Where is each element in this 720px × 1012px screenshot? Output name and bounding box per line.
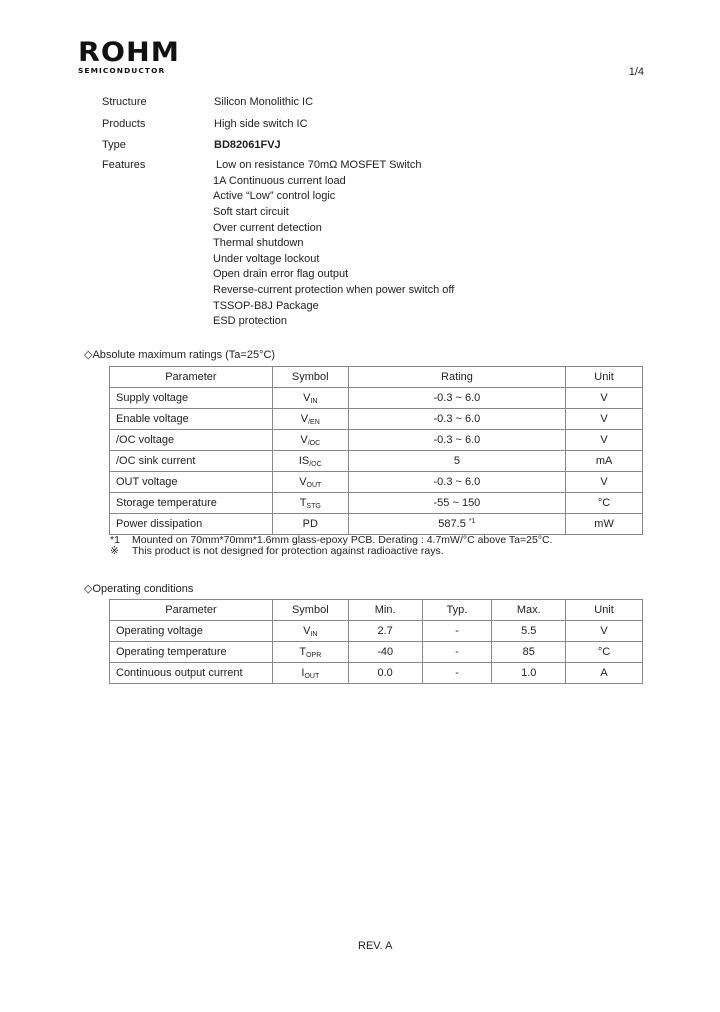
feature-item: Thermal shutdown [213,237,304,249]
header-rating: Rating [348,367,565,388]
table-row [110,514,643,535]
info-value: BD82061FVJ [214,139,281,151]
rating-cell: 5 [348,451,565,472]
feature-item: Soft start circuit [213,206,289,218]
abs-max-title: ◇Absolute maximum ratings (Ta=25°C) [84,349,276,361]
feature-item: Over current detection [213,222,322,234]
typ-cell: - [422,621,492,642]
table-row [110,642,643,663]
rating-cell: -0.3 ~ 6.0 [348,430,565,451]
table-row [110,430,643,451]
rohm-logo [78,37,182,75]
rating-cell: 587.5 $^{*1}$ [348,514,565,535]
symbol-cell: $V_{OUT}$ [272,472,348,493]
table-header-row [110,367,643,388]
op-cond-title: ◇Operating conditions [84,583,194,595]
header-symbol: Symbol [272,600,348,621]
param-cell: OUT voltage [110,472,273,493]
info-value: High side switch IC [214,118,308,130]
header-unit: Unit [566,600,643,621]
footnote-text: Mounted on 70mm*70mm*1.6mm glass-epoxy PCB. Derating : 4.7mW/°C above Ta=25°C. [132,534,553,546]
symbol-cell: PD [272,514,348,535]
param-cell: Power dissipation [110,514,273,535]
min-cell: -40 [348,642,422,663]
table-row [110,493,643,514]
min-cell: 2.7 [348,621,422,642]
param-cell: Operating temperature [110,642,273,663]
rating-cell: -0.3 ~ 6.0 [348,409,565,430]
info-label: Features [102,159,146,171]
rating-cell: -55 ~ 150 [348,493,565,514]
unit-cell: V [566,621,643,642]
page-number: 1/4 [628,66,644,78]
info-value: Low on resistance 70mΩ MOSFET Switch [216,159,422,171]
abs-max-table [109,366,643,535]
unit-cell: V [566,409,643,430]
param-cell: Operating voltage [110,621,273,642]
info-label: Type [102,139,126,151]
unit-cell: V [566,472,643,493]
symbol-cell: $V_{IN}$ [272,388,348,409]
footnote [110,545,444,557]
feature-item: ESD protection [213,315,287,327]
symbol-cell: $T_{OPR}$ [272,642,348,663]
footnote-text: This product is not designed for protection against radioactive rays. [132,545,444,557]
param-cell: Storage temperature [110,493,273,514]
info-label: Products [102,118,146,130]
logo-subtext: SEMICONDUCTOR [78,66,166,75]
revision-label: REV. A [358,940,393,952]
table-row [110,663,643,684]
feature-item: Active “Low” control logic [213,190,336,202]
header-typ: Typ. [422,600,492,621]
typ-cell: - [422,663,492,684]
op-cond-table [109,599,643,684]
unit-cell: V [566,388,643,409]
header-symbol: Symbol [272,367,348,388]
symbol-cell: $V_{/OC}$ [272,430,348,451]
max-cell: 85 [492,642,566,663]
symbol-cell: $T_{STG}$ [272,493,348,514]
feature-item: Open drain error flag output [213,268,349,280]
info-value: Silicon Monolithic IC [214,96,314,108]
max-cell: 5.5 [492,621,566,642]
footnote-mark: ※ [110,545,119,557]
logo-text: ROHM [78,37,181,68]
typ-cell: - [422,642,492,663]
rating-cell: -0.3 ~ 6.0 [348,388,565,409]
max-cell: 1.0 [492,663,566,684]
info-label: Structure [102,96,147,108]
symbol-cell: $I_{OUT}$ [272,663,348,684]
unit-cell: V [566,430,643,451]
table-row [110,388,643,409]
symbol-cell: $V_{IN}$ [272,621,348,642]
rating-cell: -0.3 ~ 6.0 [348,472,565,493]
param-cell: Continuous output current [110,663,273,684]
min-cell: 0.0 [348,663,422,684]
param-cell: /OC sink current [110,451,273,472]
footnote-ref: *1 [468,518,476,525]
feature-item: TSSOP-B8J Package [213,300,319,312]
header-parameter: Parameter [110,600,273,621]
table-row [110,621,643,642]
symbol-cell: $V_{/EN}$ [272,409,348,430]
unit-cell: mA [566,451,643,472]
header-max: Max. [492,600,566,621]
table-row [110,409,643,430]
feature-item: Reverse-current protection when power switch off [213,284,455,296]
param-cell: Supply voltage [110,388,273,409]
table-row [110,472,643,493]
header-unit: Unit [566,367,643,388]
header-min: Min. [348,600,422,621]
symbol-cell: $IS_{/OC}$ [272,451,348,472]
feature-item: 1A Continuous current load [213,175,346,187]
param-cell: /OC voltage [110,430,273,451]
footnote-mark: *1 [110,534,120,546]
feature-item: Under voltage lockout [213,253,320,265]
table-header-row [110,600,643,621]
table-row [110,451,643,472]
unit-cell: mW [566,514,643,535]
unit-cell: A [566,663,643,684]
unit-cell: °C [566,493,643,514]
unit-cell: °C [566,642,643,663]
param-cell: Enable voltage [110,409,273,430]
header-parameter: Parameter [110,367,273,388]
